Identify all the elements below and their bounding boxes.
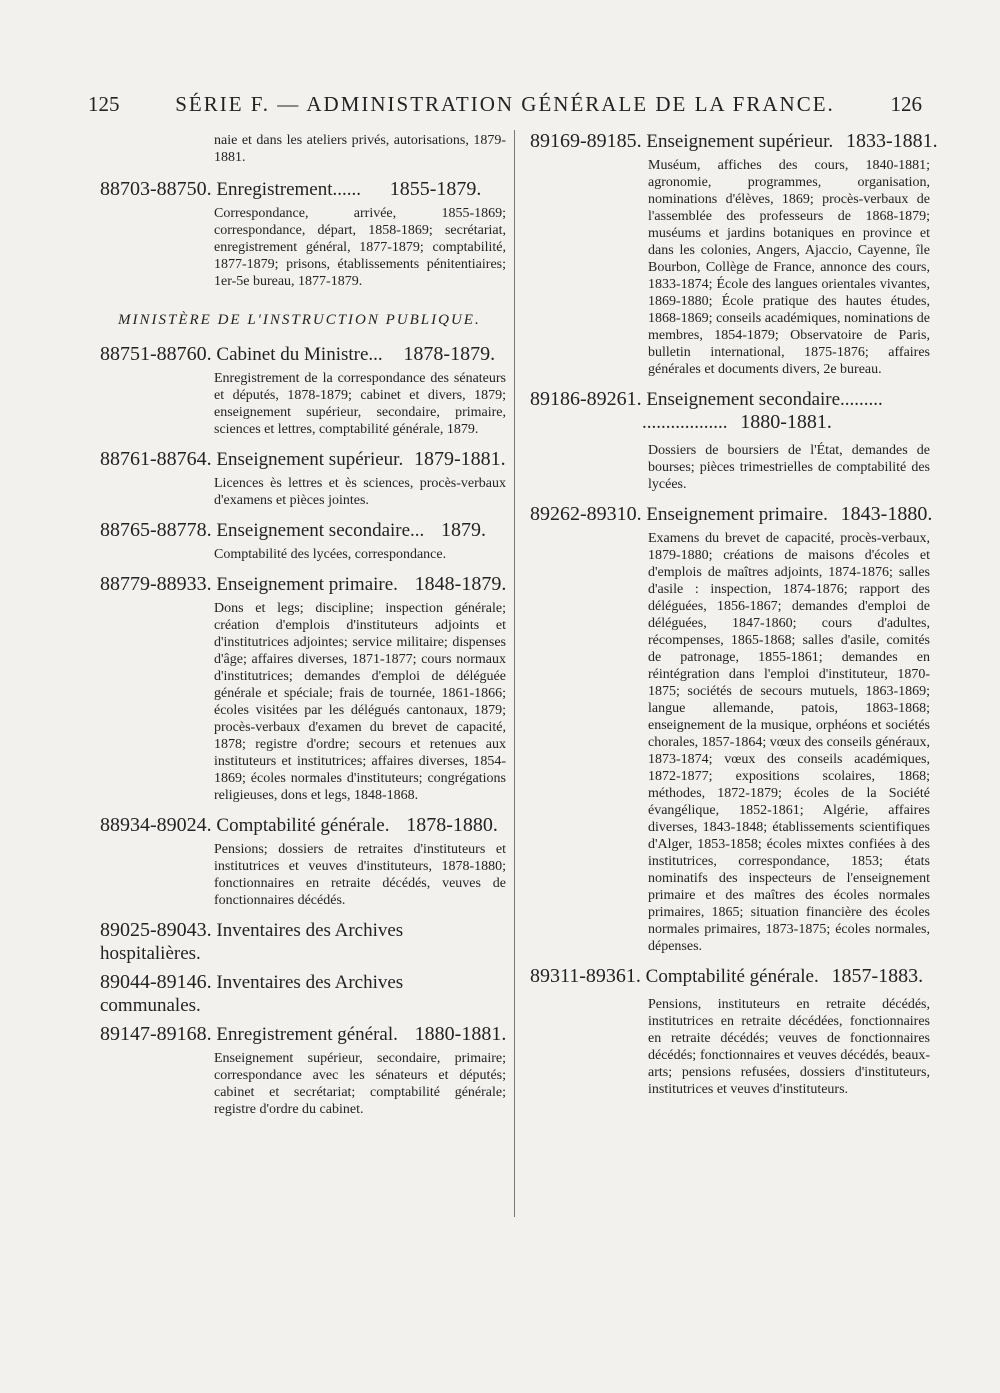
- entry-89147: [100, 1023, 506, 1118]
- entry-heading: [530, 965, 930, 988]
- entry-dates: 1843-1880.: [840, 503, 933, 525]
- entry-heading: [100, 178, 506, 201]
- entry-dates: 1879.: [441, 519, 487, 541]
- leader-dots: ..................: [642, 412, 728, 433]
- entry-heading: [100, 1023, 506, 1046]
- entry-dates: 1848-1879.: [414, 573, 507, 595]
- entry-description: Enseignement supérieur, secondaire, primaire; correspondance avec les sénateurs et députés; cabinet et secrétariat; comptabilité générale; registre d'ordre du cabinet.: [214, 1051, 506, 1117]
- entry-number: 88703-88750.: [100, 178, 212, 200]
- entry-title: Enregistrement général.: [216, 1024, 398, 1045]
- entry-dates: 1880-1881.: [414, 1023, 507, 1045]
- entry-description: Licences ès lettres et ès sciences, procès-verbaux d'examens et pièces jointes.: [214, 476, 506, 508]
- entry-dates: 1833-1881.: [845, 130, 938, 152]
- entry-description: Examens du brevet de capacité, procès-verbaux, 1879-1880; créations de maisons d'écoles et d'emplois de maîtres adjoints, 1874-1876; salles d'asile : inspection, 1874-1876; rapport des déléguées, 1856-1867; demandes d'emploi de déléguées, 1847-1860; cours d'adultes, récompenses, 1865-1868; salles d'asile, comités de patronage, 1855-1861; demandes en réintégration dans l'emploi d'instituteur, 1870-1875; sociétés de secours mutuels, 1863-1869; langue allemande, patois, 1863-1868; enseignement de la musique, orphéons et sociétés chorales, 1857-1864; vœux des conseils généraux, 1873-1874; vœux des conseils académiques, 1872-1877; expositions scolaires, 1868; méthodes, 1872-1879; écoles de la Société évangélique, 1852-1861; Algérie, affaires diverses, 1843-1848; établissements scientifiques d'Alger, 1853-1858; écoles mixtes confiées à des institutrices, correspondance, 1853; états nominatifs des inspecteurs de l'enseignement primaire et des maîtres des écoles normales primaires, 1865; situation financière des écoles normales primaires, 1873-1875; écoles normales, dépenses.: [648, 531, 930, 954]
- entry-title: Enseignement secondaire...: [216, 520, 425, 541]
- entry-description: Dons et legs; discipline; inspection générale; création d'emplois d'instituteurs adjoints et d'institutrices adjointes; service militaire; dispenses d'âge; affaires diverses, 1871-1877; cours normaux d'institutrices; demandes d'emploi de déléguée générale et spéciale; frais de tournée, 1861-1866; écoles visitées par les délégués cantonaux, 1879; procès-verbaux d'examen du brevet de capacité, 1878; registre d'ordre; secours et retenues aux instituteurs et institutrices; affaires diverses, 1854-1869; écoles normales d'instituteurs; congrégations religieuses, dons et legs, 1848-1868.: [214, 601, 506, 803]
- entry-number: 89262-89310.: [530, 503, 642, 525]
- entry-89311: [530, 965, 930, 1098]
- entry-number: 89186-89261.: [530, 388, 642, 410]
- entry-88761: [100, 448, 506, 509]
- entry-heading: [530, 388, 930, 411]
- entry-heading: [100, 814, 506, 837]
- entry-number: 89025-89043.: [100, 919, 212, 941]
- page-number-left: 125: [88, 92, 120, 116]
- entry-number: 88934-89024.: [100, 814, 212, 836]
- entry-title: Inventaires des Archives hospitalières.: [100, 920, 404, 964]
- entry-description: Correspondance, arrivée, 1855-1869; correspondance, départ, 1858-1869; secrétariat, enregistrement général, 1877-1879; comptabilité, 1877-1879; prisons, établissements pénitentiaires; 1er-5e bureau, 1877-1879.: [214, 206, 506, 289]
- entry-heading: [100, 519, 506, 542]
- entry-dates: 1880-1881.: [740, 411, 832, 433]
- entry-number: 88761-88764.: [100, 448, 212, 470]
- entry-number: 89169-89185.: [530, 130, 642, 152]
- entry-88779: [100, 573, 506, 804]
- entry-88934: [100, 814, 506, 909]
- page-header: [88, 92, 922, 122]
- entry-89262: [530, 503, 933, 955]
- entry-89044: [100, 971, 506, 1017]
- column-divider: [514, 130, 515, 1217]
- entry-88703: [100, 178, 506, 290]
- entry-title: Comptabilité générale.: [216, 815, 390, 836]
- entry-title: Enseignement supérieur.: [646, 131, 834, 152]
- entry-title: Enseignement supérieur.: [216, 449, 404, 470]
- entry-number: 88779-88933.: [100, 573, 212, 595]
- entry-heading: [100, 971, 506, 1017]
- entry-88765: [100, 519, 506, 563]
- entry-description: Pensions; dossiers de retraites d'instituteurs et institutrices et veuves d'instituteurs, 1878-1880; fonctionnaires en retraite décédés, veuves de fonctionnaires décédés.: [214, 842, 506, 908]
- entry-number: 89147-89168.: [100, 1023, 212, 1045]
- entry-89025: [100, 919, 506, 965]
- entry-dates: 1855-1879.: [389, 178, 482, 200]
- right-column: [530, 130, 938, 1098]
- section-title: MINISTÈRE DE L'INSTRUCTION PUBLIQUE.: [118, 312, 481, 328]
- entry-heading: [530, 503, 933, 526]
- entry-89186: [530, 388, 930, 493]
- entry-88751: [100, 343, 506, 438]
- entry-heading: [100, 448, 506, 471]
- entry-number: 89044-89146.: [100, 971, 212, 993]
- entry-description: Pensions, instituteurs en retraite décédés, institutrices en retraite décédées, fonctionnaires en retraite décédés; veuves de fonctionnaires décédés; fonctionnaires et veuves décédés, beaux-arts; pensions refusées, dossiers d'instituteurs, institutrices et veuves d'instituteurs.: [648, 997, 930, 1097]
- entry-title: Enseignement primaire.: [646, 504, 828, 525]
- entry-description: Muséum, affiches des cours, 1840-1881; agronomie, programmes, organisation, nominations d'élèves, 1869; procès-verbaux de l'assemblée des professeurs de 1868-1879; muséums et jardins botaniques en province et dans les colonies, Angers, Ajaccio, Cayenne, île Bourbon, Collège de France, annonce des cours, 1833-1874; École des langues orientales vivantes, 1869-1880; École pratique des hautes études, 1868-1869; conseils académiques, nominations de membres, 1854-1879; Observatoire de Paris, bulletin international, 1875-1876; affaires générales et documents divers, 2e bureau.: [648, 158, 930, 377]
- entry-description: Dossiers de boursiers de l'État, demandes de bourses; pièces trimestrielles de comptabilité des lycées.: [648, 443, 930, 492]
- entry-dates: 1857-1883.: [831, 965, 924, 987]
- entry-dates: 1879-1881.: [413, 448, 506, 470]
- entry-dates: 1878-1879.: [403, 343, 496, 365]
- entry-description: Enregistrement de la correspondance des sénateurs et députés, 1878-1879; cabinet et divers, 1879; enseignement supérieur, secondaire, primaire, sciences et lettres, comptabilité générale, 1879.: [214, 371, 506, 437]
- entry-heading: [100, 343, 506, 366]
- continued-text: naie et dans les ateliers privés, autorisations, 1879-1881.: [214, 133, 506, 165]
- entry-dates: 1878-1880.: [406, 814, 498, 836]
- entry-heading: [100, 573, 506, 596]
- page-title: SÉRIE F. — ADMINISTRATION GÉNÉRALE DE LA FRANCE.: [175, 92, 835, 116]
- entry-title: Cabinet du Ministre...: [216, 344, 383, 365]
- entry-description: Comptabilité des lycées, correspondance.: [214, 547, 447, 562]
- entry-number: 88751-88760.: [100, 343, 212, 365]
- entry-heading-continued: [530, 411, 930, 434]
- entry-title: Enseignement secondaire.........: [646, 389, 883, 410]
- entry-89169: [530, 130, 938, 378]
- entry-title: Comptabilité générale.: [645, 966, 819, 987]
- entry-heading: [530, 130, 938, 153]
- entry-title: Enregistrement......: [216, 179, 361, 200]
- entry-number: 88765-88778.: [100, 519, 212, 541]
- entry-number: 89311-89361.: [530, 965, 641, 987]
- entry-title: Inventaires des Archives communales.: [100, 972, 404, 1016]
- page-number-right: 126: [890, 92, 922, 116]
- entry-heading: [100, 919, 506, 965]
- entry-title: Enseignement primaire.: [216, 574, 398, 595]
- left-column: [100, 130, 506, 1118]
